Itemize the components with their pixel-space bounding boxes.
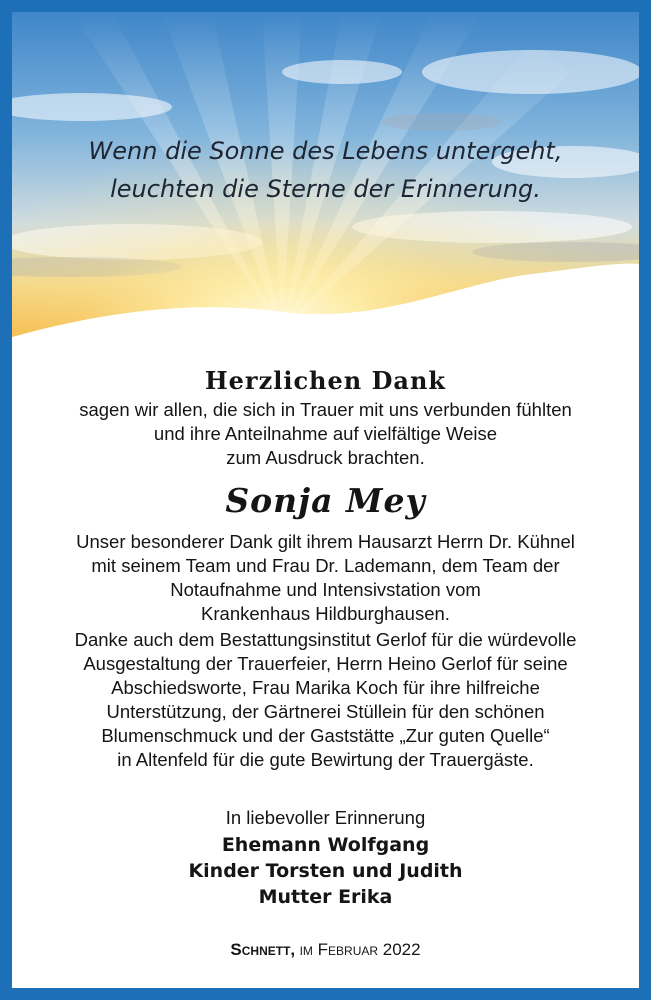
- date-text: im Februar 2022: [299, 940, 421, 959]
- text-line: Krankenhaus Hildburghausen.: [201, 603, 450, 624]
- text-line: und ihre Anteilnahme auf vielfältige Weise: [153, 423, 498, 444]
- quote-line: leuchten die Sterne der Erinnerung.: [110, 175, 541, 203]
- notice-body: [12, 364, 639, 961]
- thanks-heading: Herzlichen Dank: [204, 366, 447, 395]
- text-line: Abschiedsworte, Frau Marika Koch für ihre hilfreiche: [111, 677, 540, 698]
- in-memory-line: In liebevoller Erinnerung: [225, 807, 426, 828]
- memorial-quote: [12, 132, 639, 208]
- deceased-name: Sonja Mey: [225, 481, 426, 520]
- text-line: Unser besonderer Dank gilt ihrem Hausarzt Herrn Dr. Kühnel: [76, 531, 575, 552]
- text-line: Ausgestaltung der Trauerfeier, Herrn Heino Gerlof für seine: [83, 653, 568, 674]
- further-thanks-paragraph: [12, 628, 639, 772]
- quote-line: Wenn die Sonne des Lebens untergeht,: [88, 137, 563, 165]
- text-line: Blumenschmuck und der Gaststätte „Zur guten Quelle“: [101, 725, 550, 746]
- place-date: [12, 940, 639, 961]
- special-thanks-paragraph: [12, 530, 639, 626]
- signers: [12, 832, 639, 910]
- text-line: sagen wir allen, die sich in Trauer mit uns verbunden fühlten: [79, 399, 572, 420]
- text-line: mit seinem Team und Frau Dr. Lademann, dem Team der: [91, 555, 560, 576]
- place-town: Schnett,: [230, 940, 296, 959]
- text-line: Unterstützung, der Gärtnerei Stüllein für den schönen: [106, 701, 545, 722]
- signer-name: Mutter Erika: [258, 886, 393, 908]
- signer-name: Ehemann Wolfgang: [221, 834, 430, 856]
- signer-name: Kinder Torsten und Judith: [188, 860, 463, 882]
- text-line: Danke auch dem Bestattungsinstitut Gerlof für die würdevolle: [74, 629, 577, 650]
- text-line: zum Ausdruck brachten.: [226, 447, 425, 468]
- text-line: Notaufnahme und Intensivstation vom: [170, 579, 481, 600]
- text-line: in Altenfeld für die gute Bewirtung der Trauergäste.: [117, 749, 534, 770]
- thanks-paragraph: [12, 398, 639, 470]
